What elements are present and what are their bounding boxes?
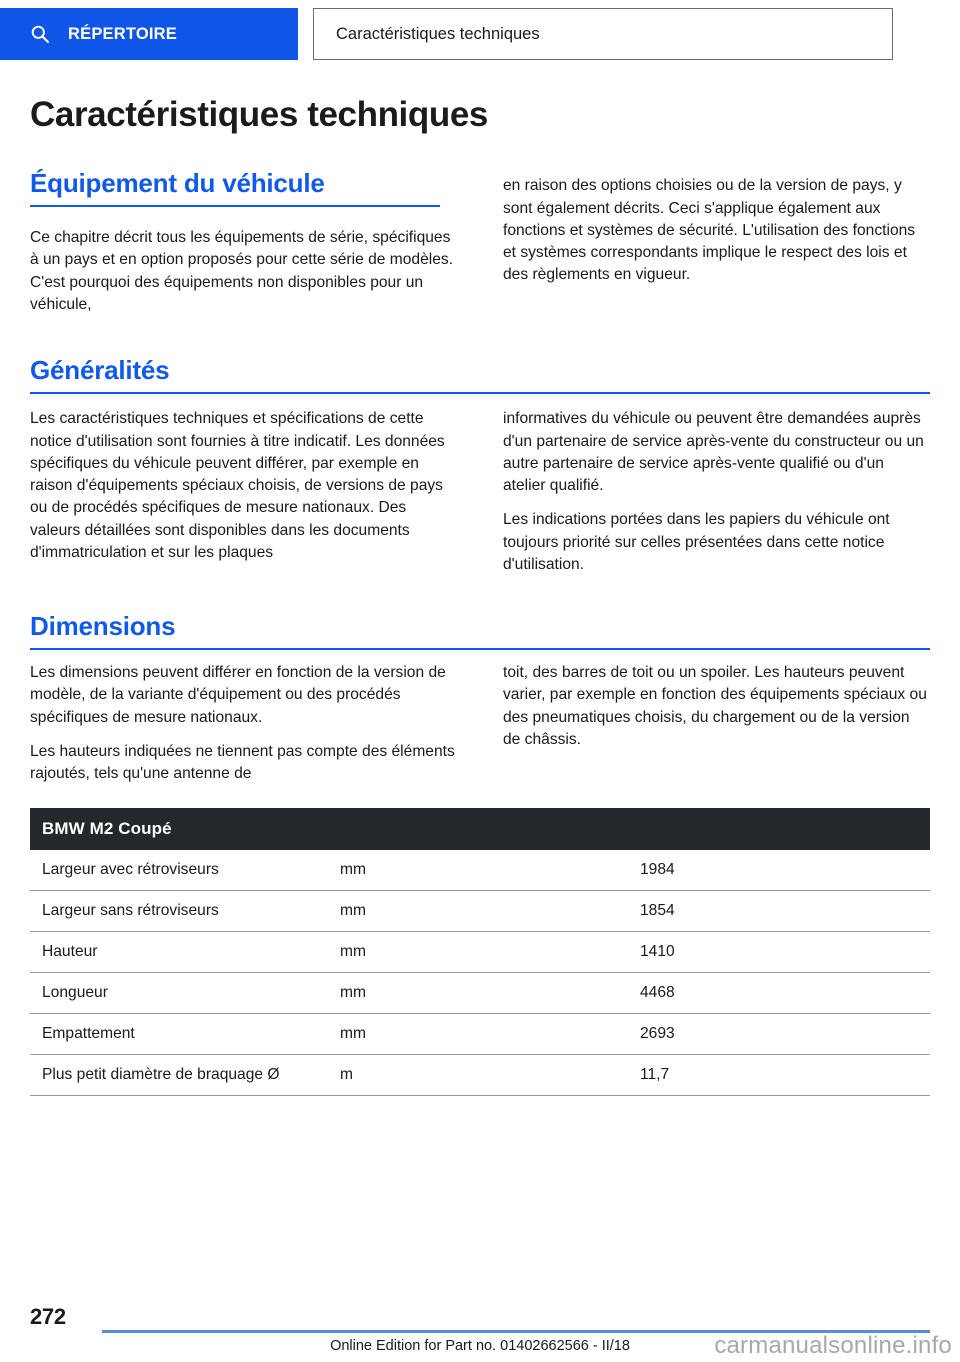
section-1-left-column	[30, 169, 457, 316]
page-content	[30, 95, 930, 1096]
footer-edition-note: Online Edition for Part no. 01402662566 - II/18	[330, 1338, 630, 1354]
table-cell-value: 1854	[630, 890, 930, 931]
page-footer	[30, 1300, 952, 1362]
paragraph: Les caractéristiques techniques et spécifications de cette notice d'utilisation sont fournies à titre indicatif. Les données spécifiques du véhicule peuvent différer, par exemple en raison d'équipements spéciaux choisis, de versions de pays ou de procédés spécifiques de mesure nationaux. Des valeurs détaillées sont disponibles dans les documents d'immatriculation et sur les plaques	[30, 410, 445, 561]
table-row	[30, 1013, 930, 1054]
section-3-left-column	[30, 662, 457, 785]
repertoire-label: RÉPERTOIRE	[68, 24, 177, 43]
table-cell-value: 1410	[630, 931, 930, 972]
paragraph: Les dimensions peuvent différer en fonction de la version de modèle, de la variante d'équipement ou des procédés spécifiques de mesure nationaux.	[30, 664, 446, 726]
table-cell-value: 1984	[630, 850, 930, 891]
paragraph: en raison des options choisies ou de la version de pays, y sont également décrits. Ceci s'applique également aux fonctions et systèmes de sécurité. L'utilisation des fonctions et systèmes correspondants implique le respect des lois et des règlements en vigueur.	[503, 177, 916, 284]
page-number: 272	[30, 1304, 66, 1329]
section-dimensions	[30, 612, 930, 785]
section-2-right-column	[503, 408, 930, 576]
table-cell-unit: mm	[330, 890, 630, 931]
section-3-right-column	[503, 662, 930, 785]
table-cell-name: Plus petit diamètre de braquage Ø	[30, 1054, 330, 1095]
paragraph: informatives du véhicule ou peuvent être demandées auprès d'un partenaire de service après-vente du constructeur ou un autre partenaire de service après-vente qualifié ou d'un atelier qualifié.	[503, 410, 924, 495]
breadcrumb-label: Caractéristiques techniques	[336, 24, 540, 43]
section-generalites	[30, 356, 930, 576]
watermark: carmanualsonline.info	[714, 1332, 952, 1359]
table-row	[30, 931, 930, 972]
breadcrumb[interactable]	[313, 8, 893, 60]
table-header-title: BMW M2 Coupé	[30, 808, 930, 850]
top-navigation-bar	[0, 0, 960, 60]
section-rule	[30, 648, 930, 650]
table-cell-value: 2693	[630, 1013, 930, 1054]
section-2-left-column	[30, 408, 457, 576]
table-cell-unit: mm	[330, 972, 630, 1013]
table-header-row	[30, 808, 930, 850]
section-title: Généralités	[30, 355, 170, 386]
repertoire-button[interactable]	[0, 8, 298, 60]
table-cell-name: Largeur sans rétroviseurs	[30, 890, 330, 931]
table-cell-unit: mm	[330, 1013, 630, 1054]
table-row	[30, 1054, 930, 1095]
dimensions-table	[30, 808, 930, 1096]
section-equipement-du-vehicule	[30, 169, 930, 316]
table-body	[30, 850, 930, 1096]
paragraph: Les indications portées dans les papiers du véhicule ont toujours priorité sur celles présentées dans cette notice d'utilisation.	[503, 511, 890, 573]
table-cell-name: Largeur avec rétroviseurs	[30, 850, 330, 891]
section-1-heading-block	[30, 169, 457, 207]
paragraph: Les hauteurs indiquées ne tiennent pas compte des éléments rajoutés, tels qu'une antenne de	[30, 743, 455, 783]
section-title: Dimensions	[30, 611, 176, 642]
table-cell-value: 4468	[630, 972, 930, 1013]
table-cell-name: Longueur	[30, 972, 330, 1013]
table-cell-name: Hauteur	[30, 931, 330, 972]
section-rule	[30, 392, 930, 394]
table-cell-unit: mm	[330, 850, 630, 891]
table-cell-unit: mm	[330, 931, 630, 972]
paragraph: toit, des barres de toit ou un spoiler. Les hauteurs peuvent varier, par exemple en fonction des équipements spéciaux ou des pneumatiques choisis, du chargement ou de la version de châssis.	[503, 664, 927, 749]
table-cell-value: 11,7	[630, 1054, 930, 1095]
search-icon	[30, 24, 50, 44]
section-rule	[30, 205, 440, 207]
table-cell-unit: m	[330, 1054, 630, 1095]
table-cell-name: Empattement	[30, 1013, 330, 1054]
table-row	[30, 890, 930, 931]
section-1-right-column	[503, 169, 930, 316]
table-row	[30, 850, 930, 891]
paragraph: Ce chapitre décrit tous les équipements de série, spécifiques à un pays et en option proposés pour cette série de modèles. C'est pourquoi des équipements non disponibles pour un véhicule,	[30, 229, 454, 314]
table-row	[30, 972, 930, 1013]
section-title: Équipement du véhicule	[30, 168, 325, 199]
page-title: Caractéristiques techniques	[30, 95, 488, 134]
